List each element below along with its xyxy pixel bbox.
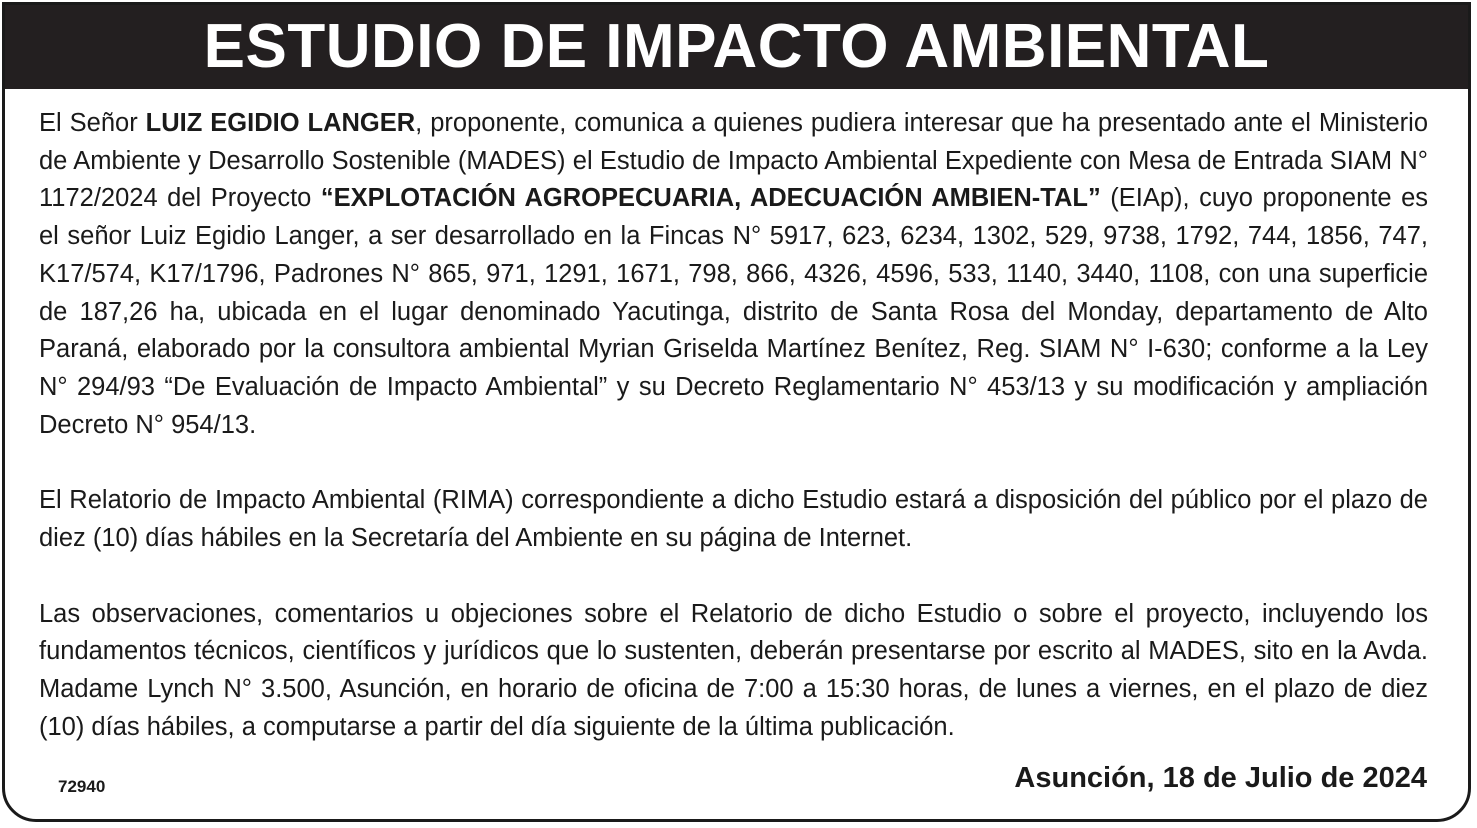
- proponent-name: LUIZ EGIDIO LANGER: [145, 109, 416, 137]
- paragraph-project-announcement: [39, 105, 1428, 444]
- paragraph-intro: El Señor: [39, 109, 146, 137]
- notice-box: [2, 2, 1471, 822]
- paragraph-rima-availability: El Relatorio de Impacto Ambiental (RIMA) correspondiente a dicho Estudio estará a disposición del público por el plazo de diez (10) días hábiles en la Secretaría del Ambiente en su página de Internet.: [39, 486, 1428, 553]
- paragraph-text-after-name: , proponente, comunica a quienes pudiera interesar que ha presentado ante el Ministerio de Ambiente y Desarrollo Sostenible (MADES) el Estudio de Impacto Ambiental Expediente con Mesa de Entrada SIAM N° 1172/2024 del Proyecto: [39, 109, 1428, 213]
- publication-date: Asunción, 18 de Julio de 2024: [1014, 762, 1427, 794]
- paragraph-text-after-project: (EIAp), cuyo proponente es el señor Luiz Egidio Langer, a ser desarrollado en la Fincas N° 5917, 623, 6234, 1302, 529, 9738, 1792, 744, 1856, 747, K17/574, K17/1796, Padrones N° 865, 971, 1291, 1671, 798, 866, 4326, 4596, 533, 1140, 3440, 1108, con una superficie de 187,26 ha, ubicada en el lugar denominado Yacutinga, distrito de Santa Rosa del Monday, departamento de Alto Paraná, elaborado por la consultora ambiental Myrian Griselda Martínez Benítez, Reg. SIAM N° I-630; conforme a la Ley N° 294/93 “De Evaluación de Impacto Ambiental” y su Decreto Reglamentario N° 453/13 y su modificación y ampliación Decreto N° 954/13.: [39, 184, 1428, 439]
- notice-title: ESTUDIO DE IMPACTO AMBIENTAL: [203, 12, 1270, 81]
- notice-body: [39, 105, 1428, 747]
- project-name: “EXPLOTACIÓN AGROPECUARIA, ADECUACIÓN AMBIEN-TAL”: [320, 184, 1101, 213]
- paragraph-observations: Las observaciones, comentarios u objeciones sobre el Relatorio de dicho Estudio o sobre el proyecto, incluyendo los fundamentos técnicos, científicos y jurídicos que lo sustenten, deberán presentarse por escrito al MADES, sito en la Avda. Madame Lynch N° 3.500, Asunción, en horario de oficina de 7:00 a 15:30 horas, de lunes a viernes, en el plazo de diez (10) días hábiles, a computarse a partir del día siguiente de la última publicación.: [39, 599, 1428, 741]
- publication-code: 72940: [58, 777, 106, 796]
- header-bar: [5, 5, 1468, 89]
